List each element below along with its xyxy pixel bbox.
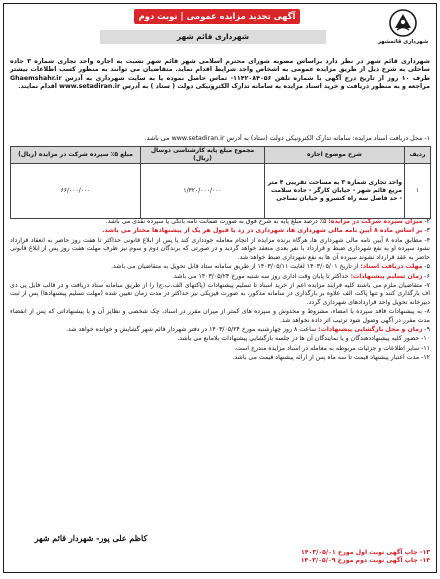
setad-website-link[interactable]: www.setadiran.ir [59, 83, 121, 91]
cell-deposit: ۶۶/۰۰۰/۰۰۰ [11, 163, 141, 218]
col-header-deposit: مبلغ ۵٪ سپرده شرکت در مزایده (ریال) [11, 147, 141, 164]
publication-first: ۱۳- چاپ آگهی نوبت اول مورخ ۱۴۰۳/۰۵/۰۱ [301, 548, 430, 556]
intro-paragraph [10, 58, 430, 92]
municipality-logo [376, 8, 430, 54]
condition-item-12: ۱۲- مدت اعتبار پیشنهاد قیمت تا سه ماه پس از ارائه پیشنهاد قیمت می باشد. [232, 354, 430, 362]
document-location-item [10, 135, 430, 143]
condition-item-10: ۱۰- حضور کلیه پیشنهاددهندگان و یا نمایندگان آن ها در جلسه بازگشایی پیشنهادات بلامانع می باشد. [177, 335, 430, 343]
cell-description: واحد تجاری شماره ۳ به مساحت تقریبی ۴ متر مربع قائم شهر - خیابان کارگر - جاده سلامت - حد فاصل سه راه کنسرو و خیابان نساجی [265, 163, 405, 218]
condition-item-9: ۹- زمان و محل بازگشایی پیشنهادات: ساعت ۸ روز چهارشنبه مورخ ۱۴۰۳/۰۵/۲۴ در دفتر شهردار قائم شهر گشایش و خوانده خواهد شد. [66, 326, 430, 334]
auction-items-table [10, 146, 431, 219]
condition-item-8: ۸- به پیشنهادات فاقد سپرده یا امضاء، مشروط و مخدوش و سپرده های کمتر از میزان مقرر در اسناد، چک شخصی و نظایر آن و یا پیشنهاداتی که پس از انقضاء مدت مقرر در آگهی وصول شود ترتیب اثر داده نخواهد شد. [10, 308, 430, 324]
condition-item-2: ۲- میزان سپرده شرکت در مزایده: ۵٪ درصد مبلغ پایه به شرح فوق به صورت ضمانت نامه بانکی یا سپرده نقدی می باشد. [105, 218, 430, 225]
intro-mid-text: مراجعه و به منظور دریافت و خرید اسناد مزایده به سامانه تدارک الکترونیکی دولت ( ستاد ) به آدرس [122, 83, 430, 91]
condition-item-4: ۴- مطابق ماده ۸ آیین نامه مالی شهرداری ها، هرگاه برنده مزایده از انجام معامله خودداری کند یا پس از ابلاغ قانونی حداکثر تا هفت روز حاضر به انعقاد قرارداد نشود سپرده او به نفع شهرداری ضبط و قرارداد با نفر بعدی منعقد خواهد گردید و در صورتی که برندگان دوم و سوم نیز ظرف مهلت هفت روز پس از ابلاغ قانونی حاضر به عقد قرارداد نشوند سپرده آن ها به نفع شهرداری ضبط خواهد شد. [10, 236, 431, 261]
col-header-row-number: ردیف [405, 147, 431, 164]
publication-dates [301, 549, 430, 566]
intro-end-text: اقدام نمایند. [18, 83, 57, 91]
organization-name: شهرداری قائم شهر [100, 30, 326, 44]
logo-caption: شهرداری قائمشهر [377, 39, 429, 45]
document-location-end: می باشد. [144, 135, 170, 142]
table-header-row [11, 147, 431, 164]
notice-title: آگهی تجدید مزایده عمومی | نوبت دوم [134, 9, 300, 24]
document-location-text: ۱- محل دریافت اسناد مزایده: سامانه تدارک الکترونیکی دولت (ستاد) به آدرس [226, 135, 430, 142]
cell-base-price: ۱/۳۲۰/۰۰۰/۰۰۰ [141, 163, 265, 218]
col-header-description: شرح موضوع اجاره [265, 147, 405, 164]
condition-item-3: ۳- بر اساس ماده ۸ آیین نامه مالی شهرداری ها، شهرداری در رد یا قبول هر یک از پیشنهادها مختار می باشد. [102, 227, 430, 235]
col-header-base-price: مجموع مبلغ پایه کارشناسی دوسال (ریال) [141, 147, 265, 164]
document-location-site-link[interactable]: www.setadiran.ir [171, 135, 225, 142]
table-row [11, 163, 431, 218]
municipality-website-link[interactable]: Ghaemshahr.ir [10, 74, 62, 82]
condition-item-6: ۶- زمان تسلیم پیشنهادات: حداکثر تا پایان وقت اداری روز سه شنبه مورخ ۱۴۰۳/۰۵/۲۳ می باشد. [172, 272, 430, 280]
conditions-list [10, 218, 430, 364]
intro-main-text: شهرداری قائم شهر در نظر دارد براساس مصوبه شورای محترم اسلامی شهر قائم شهر نسبت به اجاره واحد تجاری شماره ۳ جاده ساحلی به شرح ذیل از طریق مزایده عمومی به اشخاص واجد شرایط اقدام نماید. متقاضیان می توانند به منظور کسب اطلاعات بیشتر ظرف ۱۰ روز از تاریخ درج آگهی با شماره تلفن ۱۱۴۲۰۸۴۰۵۶- تماس حاصل نموده یا به سایت شهرداری به آدرس [10, 58, 431, 82]
municipality-emblem-icon [386, 8, 420, 38]
publication-second: ۱۴- چاپ آگهی نوبت دوم مورخ ۱۴۰۳/۰۵/۰۹ [300, 557, 430, 565]
condition-item-5: ۵- مهلت دریافت اسناد: از تاریخ ۱۴۰۳/۰۵/۰۱ لغایت ۱۴۰۳/۰۵/۱۱ از طریق سامانه ستاد قابل تحویل به متقاضیان می باشد. [111, 263, 430, 271]
cell-row-number: ۱ [405, 163, 431, 218]
notice-page [3, 3, 437, 573]
condition-item-7: ۷- متقاضیان ملزم می باشند کلیه فرایند مزایده اعم از خرید اسناد تا تسلیم پیشنهادات (پاکتهای الف،ب،ج) را از طریق سامانه ستاد دریافت و در قالب فایل پی دی اف بارگذاری کنند و تنها پاکت الف علاوه بر بارگذاری در سامانه مذکور، به صورت فیزیکی نیز حداکثر در مدت زمان تعیین شده (مهلت تسلیم پیشنهادها) پس از ثبت دبیرخانه تحویل واحد قراردادهای شهرداری گردد. [10, 281, 430, 306]
mayor-signature: کاظم علی پور- شهردار قائم شهر [34, 533, 148, 544]
condition-item-11: ۱۱- سایر اطلاعات و جزئیات مربوطه به معامله در اسناد مزایده مندرج است. [234, 344, 430, 352]
